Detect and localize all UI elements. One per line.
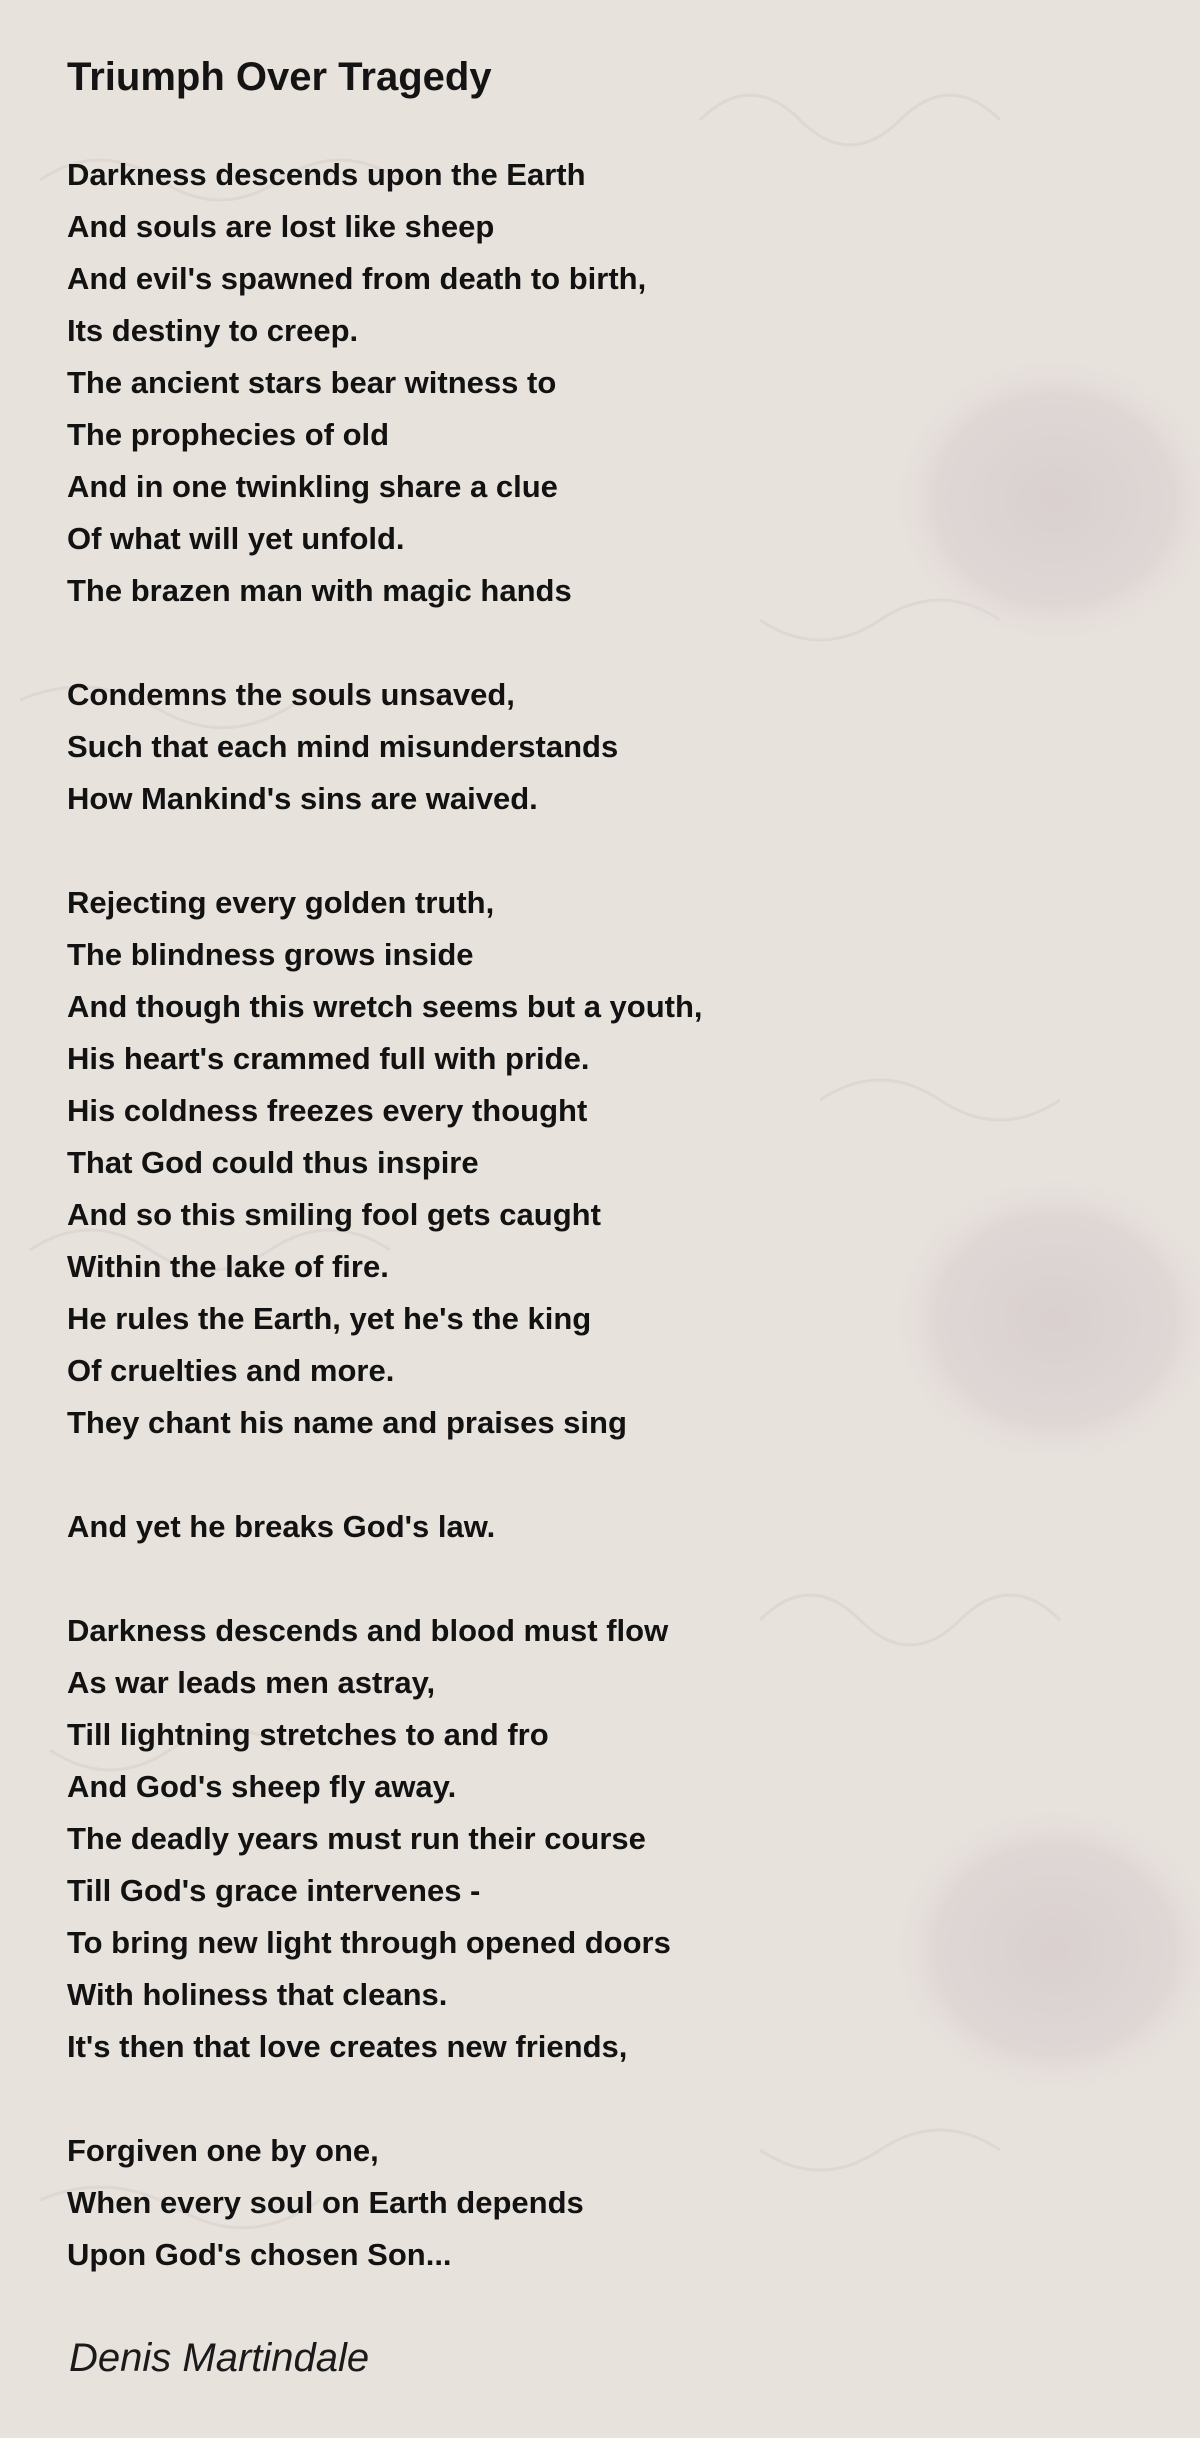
poem-line: Its destiny to creep. (67, 313, 359, 348)
stanza-break (67, 825, 703, 877)
poem-line: The brazen man with magic hands (67, 573, 572, 608)
poem-line: Upon God's chosen Son... (67, 2237, 452, 2272)
poem-line: He rules the Earth, yet he's the king (67, 1301, 592, 1336)
poem-line: That God could thus inspire (67, 1145, 479, 1180)
poem-line: Darkness descends and blood must flow (67, 1613, 669, 1648)
poem-line: And evil's spawned from death to birth, (67, 261, 647, 296)
poem-line: Rejecting every golden truth, (67, 885, 495, 920)
poem-author: Denis Martindale (69, 2336, 370, 2380)
poem-line: Darkness descends upon the Earth (67, 157, 586, 192)
poem-line: With holiness that cleans. (67, 1977, 448, 2012)
stanza-break (67, 2073, 703, 2125)
poem-line: Such that each mind misunderstands (67, 729, 619, 764)
poem-line: When every soul on Earth depends (67, 2185, 584, 2220)
poem-line: To bring new light through opened doors (67, 1925, 671, 1960)
poem-line: Of what will yet unfold. (67, 521, 405, 556)
poem-line: And souls are lost like sheep (67, 209, 495, 244)
poem-line: Of cruelties and more. (67, 1353, 395, 1388)
poem-line: And though this wretch seems but a youth, (67, 989, 703, 1024)
poem-line: Forgiven one by one, (67, 2133, 379, 2168)
poem-line: And in one twinkling share a clue (67, 469, 558, 504)
poem-line: Till lightning stretches to and fro (67, 1717, 549, 1752)
poem-line: The ancient stars bear witness to (67, 365, 557, 400)
poem-line: And God's sheep fly away. (67, 1769, 457, 1804)
poem-line: They chant his name and praises sing (67, 1405, 627, 1440)
poem-line: Till God's grace intervenes - (67, 1873, 481, 1908)
poem-line: Condemns the souls unsaved, (67, 677, 515, 712)
poem-line: The prophecies of old (67, 417, 390, 452)
poem-title: Triumph Over Tragedy (67, 55, 492, 99)
poem-line: His coldness freezes every thought (67, 1093, 588, 1128)
poem-body (67, 149, 703, 2281)
poem-line: The deadly years must run their course (67, 1821, 646, 1856)
poem-line: And so this smiling fool gets caught (67, 1197, 601, 1232)
poem-line: The blindness grows inside (67, 937, 474, 972)
poem-line: As war leads men astray, (67, 1665, 436, 1700)
poem-line: How Mankind's sins are waived. (67, 781, 538, 816)
poem-line: Within the lake of fire. (67, 1249, 389, 1284)
stanza-break (67, 1449, 703, 1501)
poem-line: His heart's crammed full with pride. (67, 1041, 590, 1076)
stanza-break (67, 1553, 703, 1605)
poem-line: It's then that love creates new friends, (67, 2029, 628, 2064)
poem-line: And yet he breaks God's law. (67, 1509, 496, 1544)
stanza-break (67, 617, 703, 669)
